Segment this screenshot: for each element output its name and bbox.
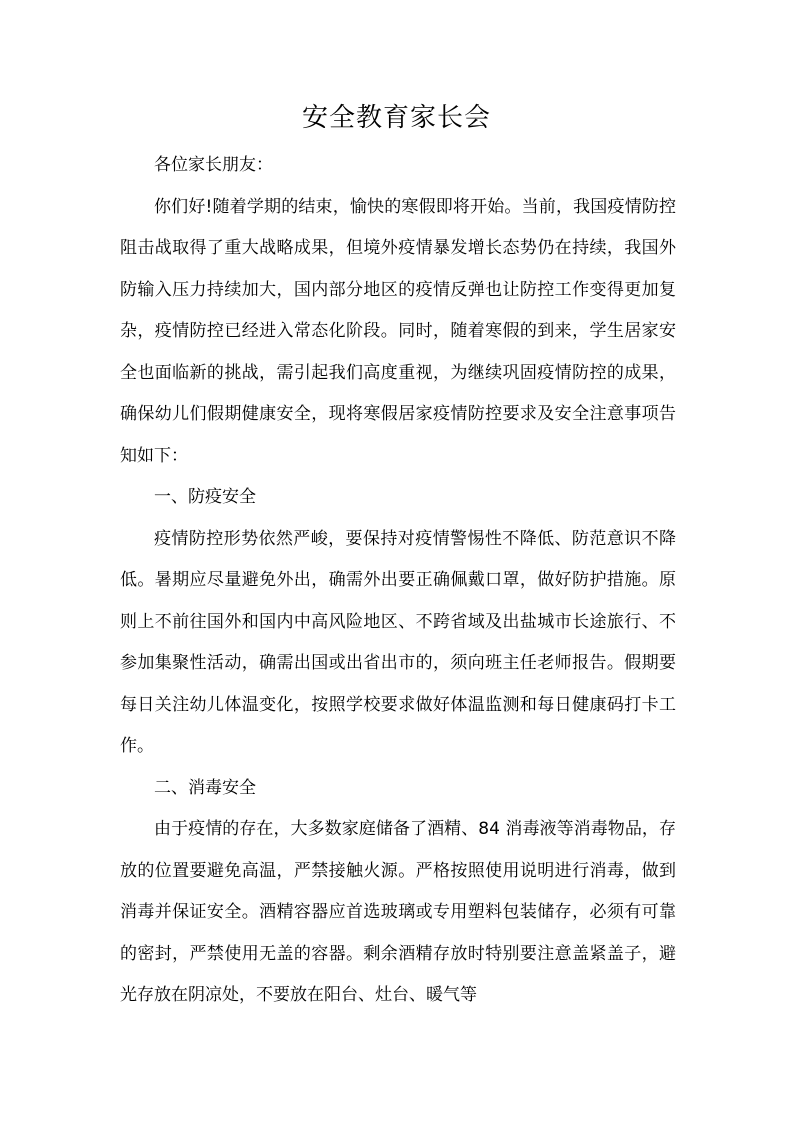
document-body [120, 145, 676, 1017]
disinfection-paragraph: 由于疫情的存在，大多数家庭储备了酒精、84 消毒液等消毒物品，存放的位置要避免高温，严禁接触火源。严格按照使用说明进行消毒，做到消毒并保证安全。酒精容器应首选玻璃或专用塑料包装储存，必须有可靠的密封，严禁使用无盖的容器。剩余酒精存放时特别要注意盖紧盖子，避光存放在阴凉处，不要放在阳台、灶台、暖气等 [120, 819, 676, 1005]
section-heading-epidemic: 一、防疫安全 [154, 487, 256, 507]
section-heading-disinfection: 二、消毒安全 [154, 777, 256, 798]
greeting-paragraph: 各位家长朋友： [154, 155, 273, 175]
intro-paragraph: 你们好!随着学期的结束，愉快的寒假即将开始。当前，我国疫情防控阻击战取得了重大战略成果，但境外疫情暴发增长态势仍在持续，我国外防输入压力持续加大，国内部分地区的疫情反弹也让防控工作变得更加复杂，疫情防控已经进入常态化阶段。同时，随着寒假的到来，学生居家安全也面临新的挑战，需引起我们高度重视，为继续巩固疫情防控的成果，确保幼儿们假期健康安全，现将寒假居家疫情防控要求及安全注意事项告知如下： [120, 196, 676, 466]
document-title: 安全教育家长会 [301, 103, 491, 133]
epidemic-paragraph: 疫情防控形势依然严峻，要保持对疫情警惕性不降低、防范意识不降低。暑期应尽量避免外出，确需外出要正确佩戴口罩，做好防护措施。原则上不前往国外和国内中高风险地区、不跨省域及出盐城市长途旅行、不参加集聚性活动，确需出国或出省出市的，须向班主任老师报告。假期要每日关注幼儿体温变化，按照学校要求做好体温监测和每日健康码打卡工作。 [120, 528, 676, 756]
